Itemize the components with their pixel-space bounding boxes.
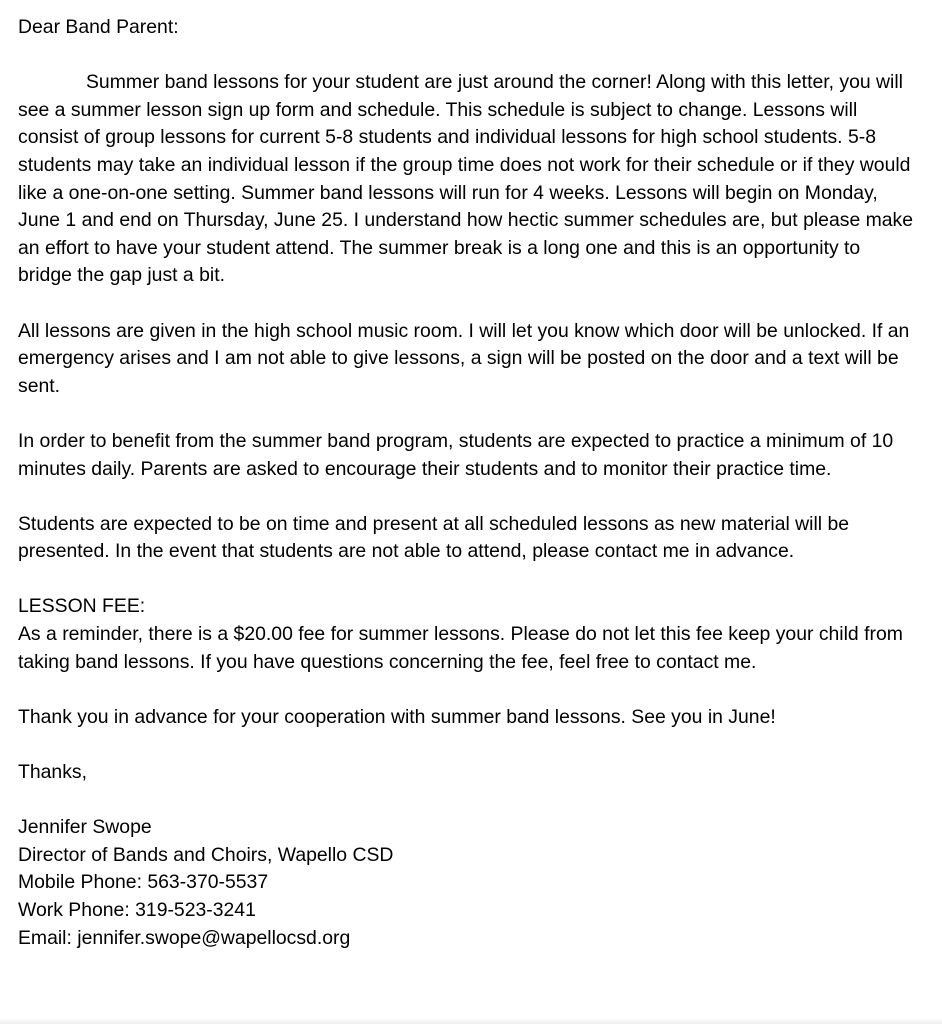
signoff: Thanks, <box>18 761 87 784</box>
signature-mobile-phone: Mobile Phone: 563-370-5537 <box>18 871 269 894</box>
paragraph-practice: In order to benefit from the summer band program, students are expected to practice a minimum of 10 minutes daily. Parents are asked to encourage their students and to monitor their practice time. <box>18 429 894 480</box>
paragraph-intro: Summer band lessons for your student are just around the corner! Along with this letter, you will see a summer lesson sign up form and schedule. This schedule is subject to change. Lessons will consist of group lessons for current 5-8 students and individual lessons for high school students. 5-8 students may take an individual lesson if the group time does not work for their schedule or if they would like a one-on-one setting. Summer band lessons will run for 4 weeks. Lessons will begin on Monday, June 1 and end on Thursday, June 25. I understand how hectic summer schedules are, but please make an effort to have your student attend. The summer break is a long one and this is an opportunity to bridge the gap just a bit. <box>18 71 914 287</box>
closing-note: Thank you in advance for your cooperation with summer band lessons. See you in June! <box>18 705 776 728</box>
signature-work-phone: Work Phone: 319-523-3241 <box>18 899 256 921</box>
page-bottom-edge <box>0 1018 942 1024</box>
paragraph-attendance: Students are expected to be on time and present at all scheduled lessons as new material will be presented. In the event that students are not able to attend, please contact me in advance. <box>18 512 850 563</box>
signature-email: Email: jennifer.swope@wapellocsd.org <box>18 926 351 949</box>
signature-block <box>18 814 918 952</box>
salutation: Dear Band Parent: <box>18 16 179 38</box>
signature-name: Jennifer Swope <box>18 816 152 839</box>
letter-body <box>18 14 918 952</box>
signature-title: Director of Bands and Choirs, Wapello CSD <box>18 843 394 866</box>
fee-text: As a reminder, there is a $20.00 fee for summer lessons. Please do not let this fee keep your child from taking band lessons. If you have questions concerning the fee, feel free to contact me. <box>18 623 903 673</box>
paragraph-location: All lessons are given in the high school music room. I will let you know which door will be unlocked. If an emergency arises and I am not able to give lessons, a sign will be posted on the door and a text will be sent. <box>18 319 910 397</box>
fee-heading: LESSON FEE: <box>18 595 146 618</box>
